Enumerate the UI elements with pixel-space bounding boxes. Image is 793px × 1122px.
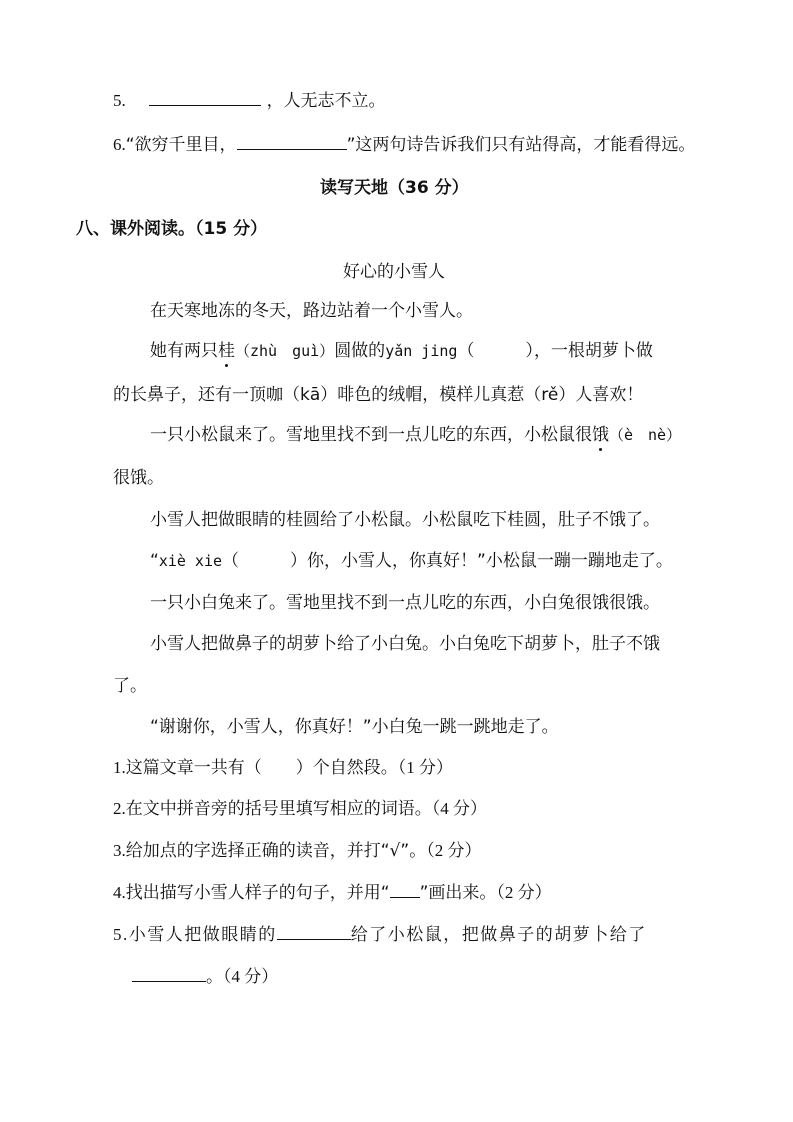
- question-number: 3.: [113, 841, 126, 860]
- question-number: 5.: [113, 925, 129, 944]
- part-label: 八、课外阅读。: [76, 219, 195, 239]
- dotted-character: 饿: [592, 425, 609, 445]
- paragraph-2-line-1: [150, 340, 653, 362]
- item-text-after: ”这两句诗告诉我们只有站得高，才能看得远。: [346, 135, 696, 155]
- question-1: [113, 757, 453, 779]
- fill-blank[interactable]: [237, 135, 347, 150]
- text: ，一根胡萝卜做: [533, 341, 653, 361]
- section-score: （36 分）: [388, 178, 469, 198]
- question-text: 在文中拼音旁的括号里填写相应的词语。: [125, 799, 432, 819]
- item-text: ，人无志不立。: [266, 91, 386, 111]
- question-2: [113, 798, 487, 820]
- question-score: （1 分）: [397, 758, 453, 777]
- question-text: 这篇文章一共有（ ）个自然段。: [125, 758, 398, 778]
- question-5-line-2: [132, 966, 278, 988]
- question-text: ”画出来。: [419, 883, 497, 903]
- question-number: 4.: [113, 883, 126, 902]
- question-text: 找出描写小雪人样子的句子，并用“: [125, 883, 390, 903]
- item-5: [113, 90, 386, 112]
- question-score: （2 分）: [496, 883, 552, 902]
- part-score: （15 分）: [195, 219, 268, 239]
- story-title: 好心的小雪人: [343, 262, 445, 282]
- quote-open: “: [150, 551, 159, 571]
- section-title: [320, 177, 469, 199]
- question-score: （4 分）: [223, 967, 279, 986]
- answer-paren[interactable]: （ ）: [222, 551, 308, 571]
- item-number: 5.: [113, 91, 126, 110]
- underline-sample: [390, 883, 420, 898]
- paragraph-5: [150, 550, 673, 572]
- question-score: （2 分）: [426, 841, 482, 860]
- fill-blank[interactable]: [132, 967, 206, 982]
- pinyin-choice[interactable]: （è nè）: [609, 426, 682, 444]
- question-5-line-1: [113, 924, 647, 946]
- part-heading: [76, 218, 267, 240]
- question-number: 2.: [113, 799, 126, 818]
- question-text: 。: [206, 967, 223, 987]
- pinyin: xiè xie: [158, 552, 223, 570]
- answer-paren[interactable]: （ ）: [457, 341, 534, 361]
- dotted-character: 桂: [218, 341, 235, 361]
- item-6: [113, 134, 695, 156]
- fill-blank[interactable]: [277, 925, 351, 940]
- item-text-before: “欲穷千里目，: [125, 135, 237, 155]
- text: 她有两只: [150, 341, 218, 361]
- question-text: 给了小松鼠，把做鼻子的胡萝卜给了: [350, 925, 647, 945]
- fill-blank[interactable]: [149, 91, 261, 106]
- paragraph-8: “谢谢你，小雪人，你真好！”小白兔一跳一跳地走了。: [150, 717, 559, 737]
- paragraph-1: 在天寒地冻的冬天，路边站着一个小雪人。: [150, 301, 473, 321]
- text: 一只小松鼠来了。雪地里找不到一点儿吃的东西，小松鼠很: [150, 425, 592, 445]
- section-title-text: 读写天地: [320, 178, 388, 198]
- text: 圆做的: [334, 341, 386, 361]
- question-score: （4 分）: [431, 799, 487, 818]
- question-text: 给加点的字选择正确的读音，并打“√”。: [125, 841, 427, 861]
- paragraph-2-line-2: 的长鼻子，还有一顶咖（kā）啡色的绒帽，模样儿真惹（rě）人喜欢！: [113, 385, 644, 405]
- paragraph-3-line-2: 很饿。: [113, 468, 164, 488]
- pinyin: yǎn jing: [385, 342, 458, 360]
- paragraph-7-line-1: 小雪人把做鼻子的胡萝卜给了小白兔。小白兔吃下胡萝卜，肚子不饿: [150, 634, 660, 654]
- question-text: 小雪人把做眼睛的: [128, 925, 277, 945]
- paragraph-4: 小雪人把做眼睛的桂圆给了小松鼠。小松鼠吃下桂圆，肚子不饿了。: [150, 510, 660, 530]
- paragraph-6: 一只小白兔来了。雪地里找不到一点儿吃的东西，小白兔很饿很饿。: [150, 593, 660, 613]
- text: 你，小雪人，你真好！”小松鼠一蹦一蹦地走了。: [307, 551, 673, 571]
- question-number: 1.: [113, 758, 126, 777]
- pinyin-choice[interactable]: （zhù guì）: [235, 342, 335, 360]
- item-number: 6.: [113, 135, 126, 154]
- question-3: [113, 840, 481, 862]
- paragraph-7-line-2: 了。: [113, 676, 147, 696]
- paragraph-3-line-1: [150, 424, 681, 446]
- question-4: [113, 882, 552, 904]
